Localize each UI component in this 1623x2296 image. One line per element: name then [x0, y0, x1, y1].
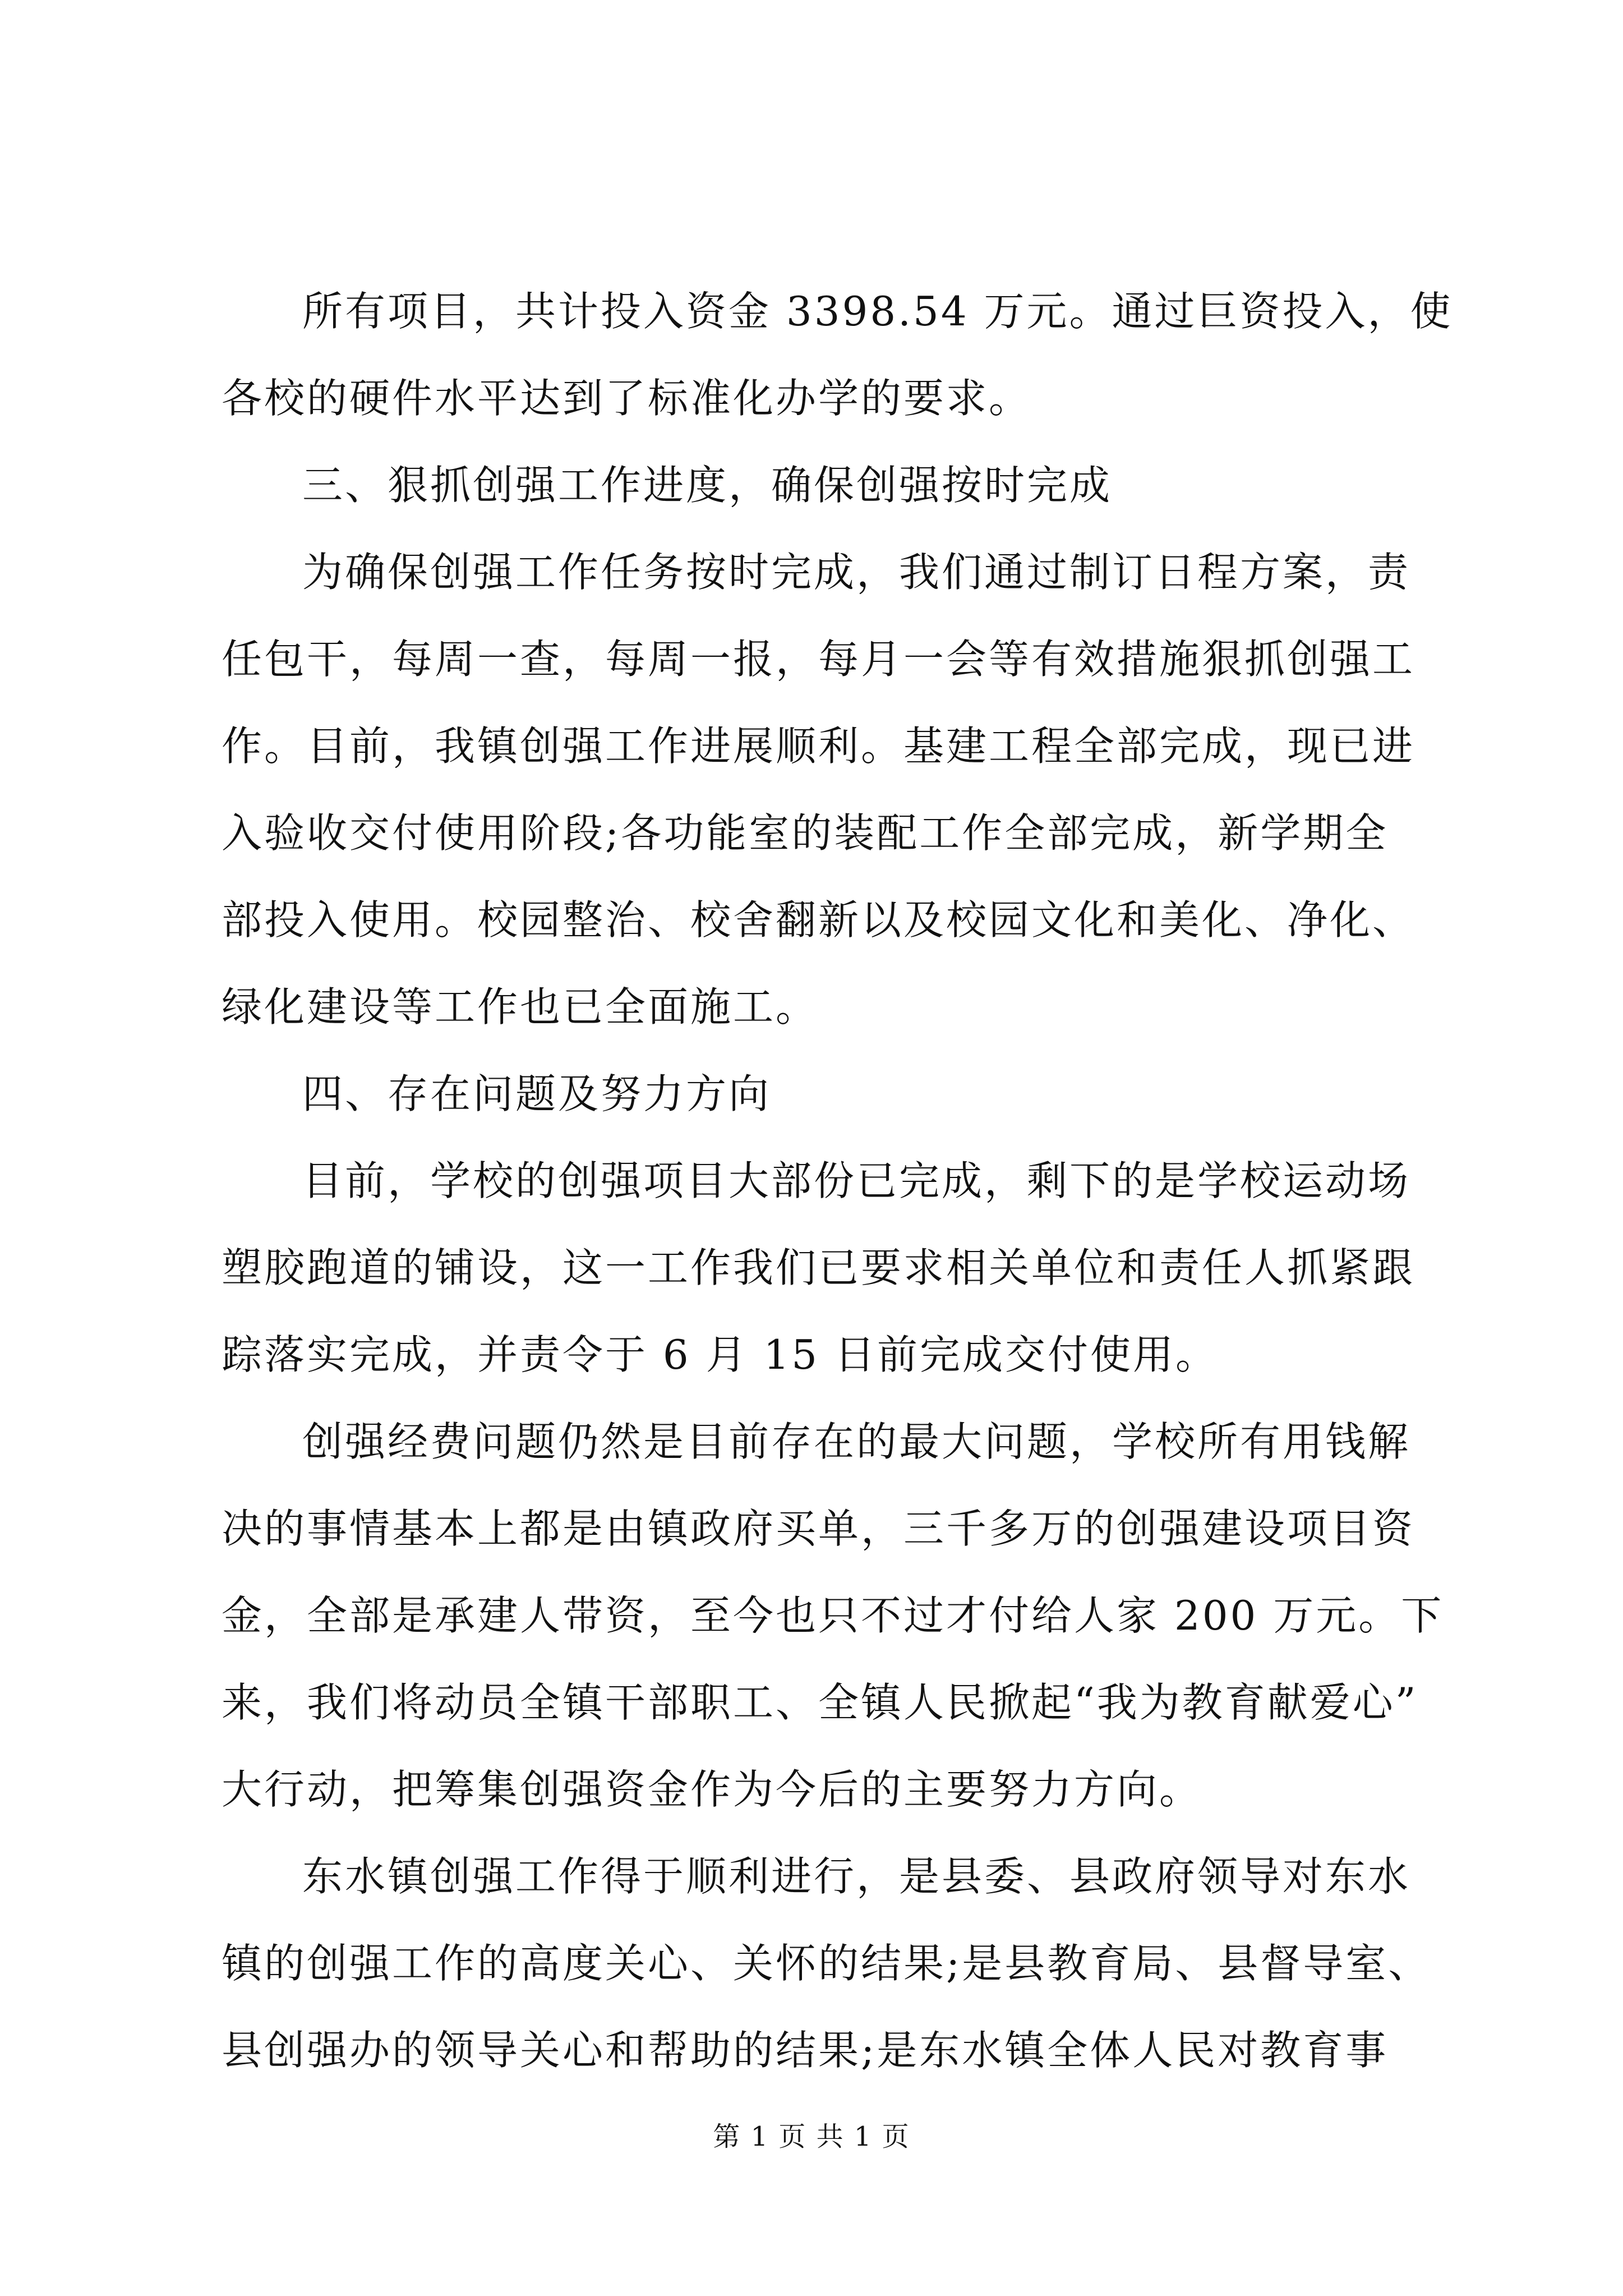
text-line: 为确保创强工作任务按时完成，我们通过制订日程方案，责 [302, 549, 1411, 596]
text-line: 目前，学校的创强项目大部份已完成，剩下的是学校运动场 [302, 1157, 1411, 1204]
text-line: 所有项目，共计投入资金 3398.54 万元。通过巨资投入，使 [302, 288, 1453, 335]
text-line: 东水镇创强工作得于顺利进行，是县委、县政府领导对东水 [302, 1853, 1411, 1900]
text-line: 各校的硬件水平达到了标准化办学的要求。 [222, 375, 1032, 422]
text-line: 任包干，每周一查，每周一报，每月一会等有效措施狠抓创强工 [222, 636, 1415, 683]
text-line: 来，我们将动员全镇干部职工、全镇人民掀起“我为教育献爱心” [222, 1679, 1418, 1726]
text-line: 踪落实完成，并责令于 6 月 15 日前完成交付使用。 [222, 1331, 1218, 1378]
text-line: 部投入使用。校园整治、校舍翻新以及校园文化和美化、净化、 [222, 896, 1415, 944]
text-line: 塑胶跑道的铺设，这一工作我们已要求相关单位和责任人抓紧跟 [222, 1244, 1415, 1291]
section-heading: 四、存在问题及努力方向 [302, 1070, 772, 1117]
text-line: 镇的创强工作的高度关心、关怀的结果;是县教育局、县督导室、 [222, 1940, 1431, 1987]
text-line: 入验收交付使用阶段;各功能室的装配工作全部完成，新学期全 [222, 809, 1389, 857]
text-line: 金，全部是承建人带资，至今也只不过才付给人家 200 万元。下 [222, 1592, 1444, 1639]
section-heading: 三、狠抓创强工作进度，确保创强按时完成 [302, 462, 1113, 509]
page-number-footer: 第 1 页 共 1 页 [713, 2121, 910, 2152]
text-line: 绿化建设等工作也已全面施工。 [222, 983, 819, 1030]
text-line: 大行动，把筹集创强资金作为今后的主要努力方向。 [222, 1766, 1202, 1813]
document-body [222, 268, 1453, 2094]
text-line: 创强经费问题仍然是目前存在的最大问题，学校所有用钱解 [302, 1418, 1411, 1465]
text-line: 县创强办的领导关心和帮助的结果;是东水镇全体人民对教育事 [222, 2027, 1389, 2074]
text-line: 决的事情基本上都是由镇政府买单，三千多万的创强建设项目资 [222, 1505, 1415, 1552]
text-line: 作。目前，我镇创强工作进展顺利。基建工程全部完成，现已进 [222, 723, 1415, 770]
